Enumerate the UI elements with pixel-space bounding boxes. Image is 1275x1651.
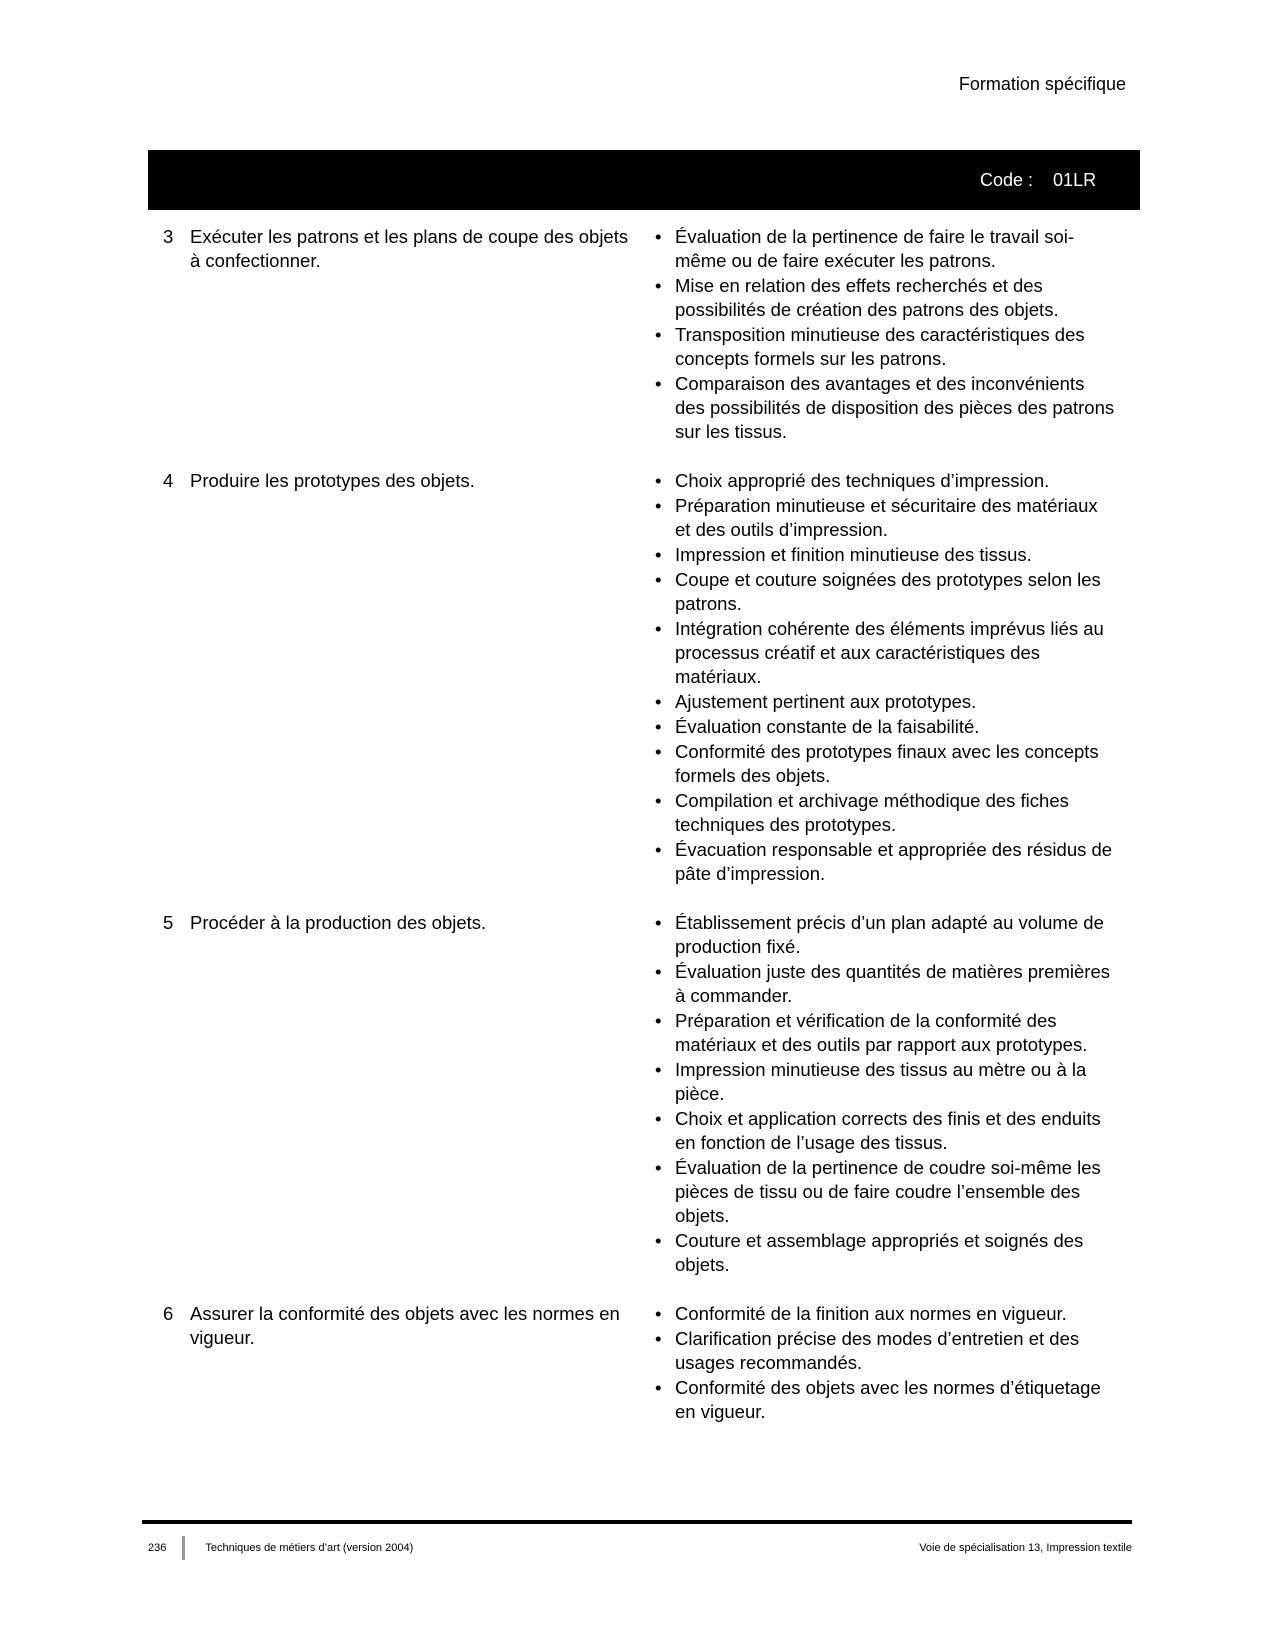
criterion-item: • Transposition minutieuse des caractéristiques des concepts formels sur les patrons. — [655, 323, 1117, 371]
criterion-item: • Ajustement pertinent aux prototypes. — [655, 690, 1117, 714]
criterion-item: • Évaluation de la pertinence de faire le travail soi-même ou de faire exécuter les patrons. — [655, 225, 1117, 273]
criteria-list — [655, 225, 1117, 445]
criterion-item: • Choix approprié des techniques d’impression. — [655, 469, 1117, 493]
footer-separator — [182, 1536, 185, 1560]
running-title: Formation spécifique — [958, 74, 1126, 94]
element-number: 5 — [163, 912, 174, 933]
criterion-item: • Évaluation constante de la faisabilité. — [655, 715, 1117, 739]
criterion-item: • Évacuation responsable et appropriée des résidus de pâte d’impression. — [655, 838, 1117, 886]
criterion-item: • Comparaison des avantages et des inconvénients des possibilités de disposition des pièces des patrons sur les tissus. — [655, 372, 1117, 444]
element-title: Assurer la conformité des objets avec les normes en vigueur. — [190, 1303, 620, 1348]
footer-specialization: Voie de spécialisation 13, Impression textile — [919, 1542, 1132, 1554]
section-row — [163, 1302, 1133, 1425]
code-box — [980, 170, 1096, 191]
criterion-item: • Impression minutieuse des tissus au mètre ou à la pièce. — [655, 1058, 1117, 1106]
element-number: 3 — [163, 226, 174, 247]
criterion-item: • Préparation minutieuse et sécuritaire des matériaux et des outils d’impression. — [655, 494, 1117, 542]
criterion-item: • Conformité des prototypes finaux avec les concepts formels des objets. — [655, 740, 1117, 788]
footer-document-title: Techniques de métiers d’art (version 2004) — [205, 1542, 414, 1554]
element-number: 4 — [163, 470, 174, 491]
criterion-item: • Compilation et archivage méthodique des fiches techniques des prototypes. — [655, 789, 1117, 837]
criterion-item: • Préparation et vérification de la conformité des matériaux et des outils par rapport aux prototypes. — [655, 1009, 1117, 1057]
element-heading — [163, 225, 655, 445]
code-label: Code : — [980, 170, 1034, 190]
element-heading — [163, 1302, 655, 1425]
criterion-item: • Évaluation juste des quantités de matières premières à commander. — [655, 960, 1117, 1008]
criteria-list — [655, 911, 1117, 1278]
criterion-item: • Choix et application corrects des finis et des enduits en fonction de l’usage des tissus. — [655, 1107, 1117, 1155]
page-footer — [148, 1536, 1132, 1560]
competency-sections — [163, 225, 1133, 1449]
section-row — [163, 469, 1133, 887]
footer-rule — [142, 1520, 1132, 1524]
element-title: Produire les prototypes des objets. — [190, 470, 475, 491]
element-heading — [163, 469, 655, 887]
criterion-item: • Clarification précise des modes d’entretien et des usages recommandés. — [655, 1327, 1117, 1375]
criteria-list — [655, 469, 1117, 887]
criterion-item: • Coupe et couture soignées des prototypes selon les patrons. — [655, 568, 1117, 616]
criterion-item: • Couture et assemblage appropriés et soignés des objets. — [655, 1229, 1117, 1277]
code-value: 01LR — [1053, 170, 1097, 190]
criterion-item: • Intégration cohérente des éléments imprévus liés au processus créatif et aux caractéristiques des matériaux. — [655, 617, 1117, 689]
criterion-item: • Mise en relation des effets recherchés et des possibilités de création des patrons des objets. — [655, 274, 1117, 322]
element-title: Exécuter les patrons et les plans de coupe des objets à confectionner. — [190, 226, 629, 271]
element-title: Procéder à la production des objets. — [190, 912, 487, 933]
element-number: 6 — [163, 1303, 174, 1324]
element-heading — [163, 911, 655, 1278]
criterion-item: • Conformité de la finition aux normes en vigueur. — [655, 1302, 1117, 1326]
section-row — [163, 911, 1133, 1278]
criterion-item: • Impression et finition minutieuse des tissus. — [655, 543, 1117, 567]
criterion-item: • Conformité des objets avec les normes d’étiquetage en vigueur. — [655, 1376, 1117, 1424]
criterion-item: • Établissement précis d’un plan adapté au volume de production fixé. — [655, 911, 1117, 959]
section-row — [163, 225, 1133, 445]
criterion-item: • Évaluation de la pertinence de coudre soi-même les pièces de tissu ou de faire coudre l’ensemble des objets. — [655, 1156, 1117, 1228]
criteria-list — [655, 1302, 1117, 1425]
page-number: 236 — [148, 1542, 167, 1554]
